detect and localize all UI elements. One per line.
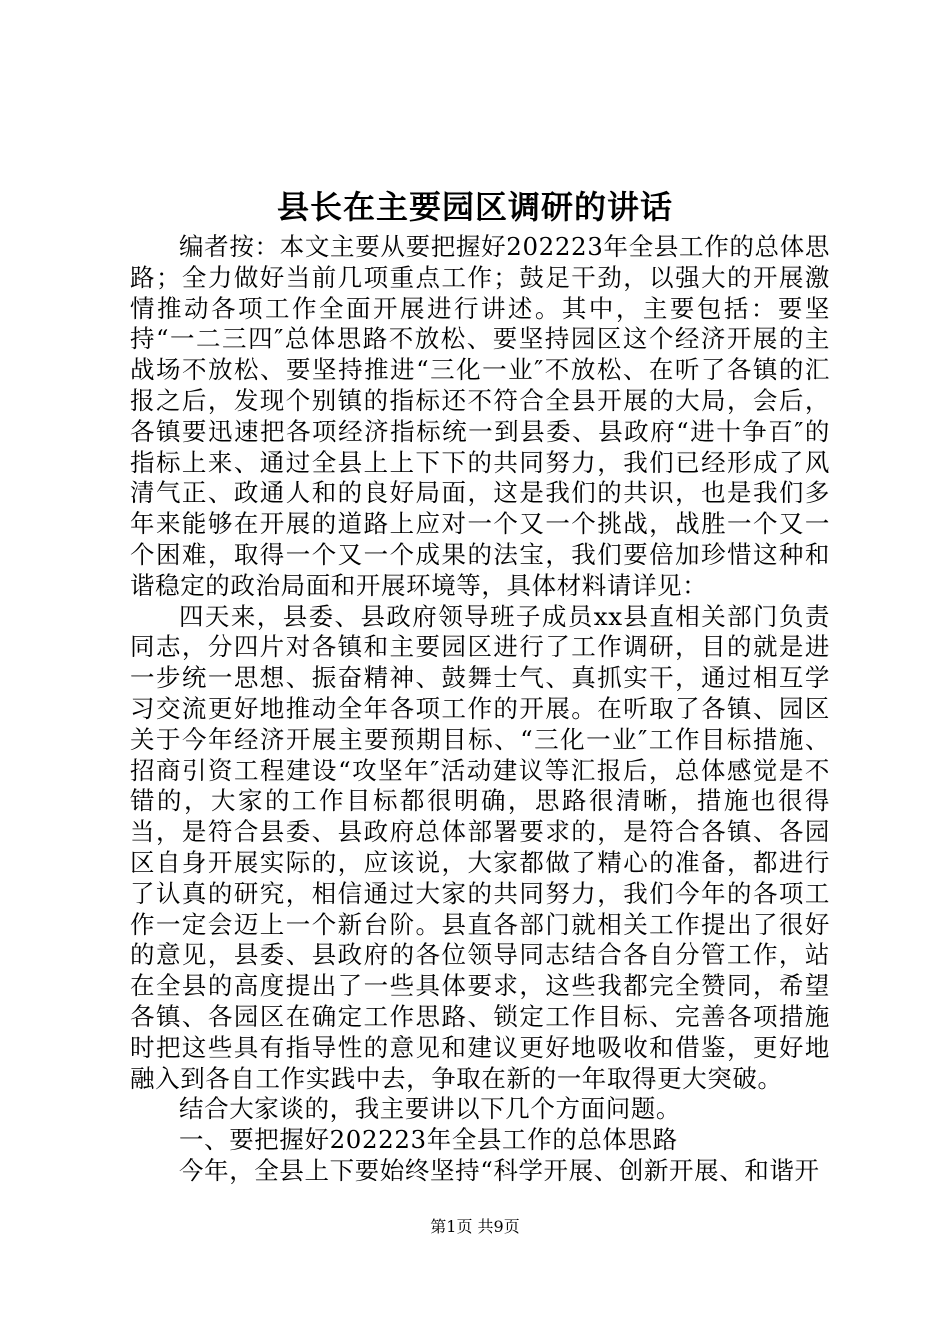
document-body — [130, 232, 830, 1187]
section-heading: 一、要把握好202223年全县工作的总体思路 — [179, 1125, 678, 1155]
document-title: 县长在主要园区调研的讲话 — [276, 188, 673, 226]
intro-paragraph: 结合大家谈的，我主要讲以下几个方面问题。 — [179, 1094, 681, 1124]
body-paragraph: 今年，全县上下要始终坚持“科学开展、创新开展、和谐开 — [179, 1155, 820, 1185]
page-footer: 第1页 共9页 — [430, 1217, 520, 1236]
editor-note-paragraph: 编者按：本文主要从要把握好202223年全县工作的总体思路；全力做好当前几项重点工作；鼓足干劲，以强大的开展激情推动各项工作全面开展进行讲述。其中，主要包括：要坚持“一二三四″总体思路不放松、要坚持园区这个经济开展的主战场不放松、要坚持推进“三化一业″不放松、在听了各镇的汇报之后，发现个别镇的指标还不符合全县开展的大局，会后，各镇要迅速把各项经济指标统一到县委、县政府“进十争百″的指标上来、通过全县上上下下的共同努力，我们已经形成了风清气正、政通人和的良好局面，这是我们的共识，也是我们多年来能够在开展的道路上应对一个又一个挑战，战胜一个又一个困难，取得一个又一个成果的法宝，我们要倍加珍惜这种和谐稳定的政治局面和开展环境等，具体材料请详见： — [130, 232, 830, 600]
research-summary-paragraph: 四天来，县委、县政府领导班子成员xx县直相关部门负责同志，分四片对各镇和主要园区进行了工作调研，目的就是进一步统一思想、振奋精神、鼓舞士气、真抓实干，通过相互学习交流更好地推动全年各项工作的开展。在听取了各镇、园区关于今年经济开展主要预期目标、“三化一业″工作目标措施、招商引资工程建设“攻坚年″活动建议等汇报后，总体感觉是不错的，大家的工作目标都很明确，思路很清晰，措施也很得当，是符合县委、县政府总体部署要求的，是符合各镇、各园区自身开展实际的，应该说，大家都做了精心的准备，都进行了认真的研究，相信通过大家的共同努力，我们今年的各项工作一定会迈上一个新台阶。县直各部门就相关工作提出了很好的意见，县委、县政府的各位领导同志结合各自分管工作，站在全县的高度提出了一些具体要求，这些我都完全赞同，希望各镇、各园区在确定工作思路、锁定工作目标、完善各项措施时把这些具有指导性的意见和建议更好地吸收和借鉴，更好地融入到各自工作实践中去，争取在新的一年取得更大突破。 — [130, 601, 830, 1093]
